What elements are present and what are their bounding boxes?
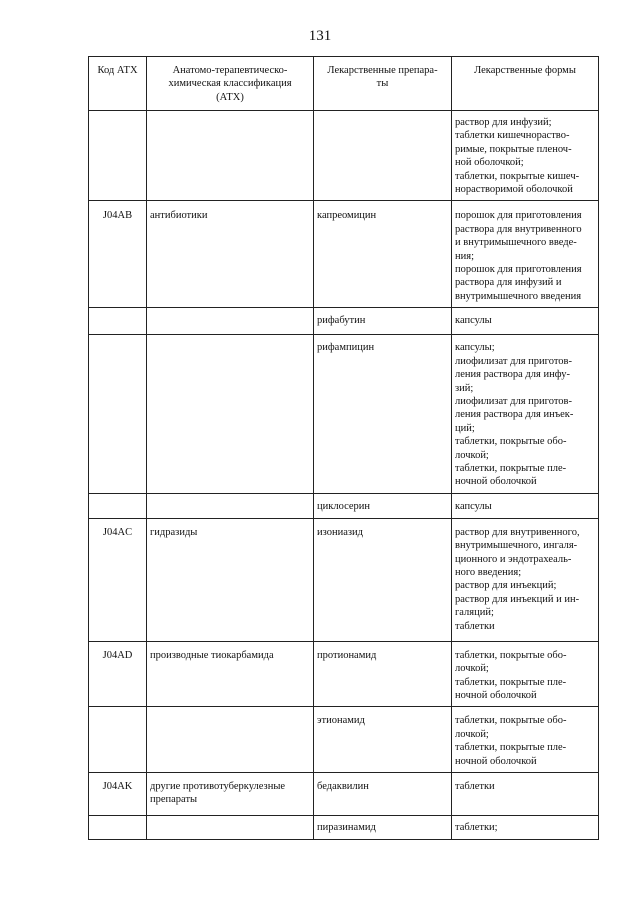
classification-cell <box>147 816 314 840</box>
table-row <box>89 111 599 201</box>
form-line: раствора для внутривенного <box>455 223 582 235</box>
classification-line: препараты <box>150 794 198 806</box>
form-line: ной оболочкой; <box>455 157 524 169</box>
header-code: Код АТХ <box>89 57 147 111</box>
atx-code-cell <box>89 335 147 493</box>
header-drugs-line: Лекарственные препара- <box>327 65 438 76</box>
table-header-row <box>89 57 599 111</box>
table-row <box>89 816 599 840</box>
forms-cell <box>452 641 599 707</box>
classification-cell <box>147 308 314 335</box>
form-line: ления раствора для инфу- <box>455 369 570 381</box>
form-line: ционного и эндотрахеаль- <box>455 553 572 565</box>
form-line: капсулы; <box>455 342 495 354</box>
form-line: лиофилизат для приготов- <box>455 355 572 367</box>
form-line: таблетки, покрытые обо- <box>455 649 567 661</box>
header-forms: Лекарственные формы <box>452 57 599 111</box>
atx-code-cell <box>89 308 147 335</box>
table-row <box>89 201 599 308</box>
form-line: капсулы <box>455 315 492 327</box>
form-line: таблетки <box>455 620 495 632</box>
form-line: норастворимой оболочкой <box>455 184 573 196</box>
classification-cell <box>147 335 314 493</box>
drug-cell <box>314 111 452 201</box>
form-line: таблетки <box>455 781 495 792</box>
forms-cell <box>452 308 599 335</box>
classification-cell: производные тиокарбамида <box>147 641 314 707</box>
forms-cell <box>452 518 599 641</box>
atx-code-cell <box>89 816 147 840</box>
table-row <box>89 773 599 816</box>
form-line: ния; <box>455 250 474 262</box>
drug-cell: изониазид <box>314 518 452 641</box>
header-drugs <box>314 57 452 111</box>
page-number: 131 <box>308 28 332 44</box>
forms-cell <box>452 335 599 493</box>
form-line: внутримышечного введения <box>455 290 582 302</box>
form-line: лочкой; <box>455 449 489 461</box>
form-line: порошок для приготовления <box>455 210 582 222</box>
table-body <box>89 111 599 840</box>
form-line: ления раствора для инъек- <box>455 409 574 421</box>
header-classification <box>147 57 314 111</box>
header-drugs-line: ты <box>376 78 389 90</box>
form-line: ного введения; <box>455 566 522 578</box>
header-classification-line: Анатомо-терапевтическо- <box>172 65 288 76</box>
form-line: лочкой; <box>455 728 489 740</box>
form-line: ночной оболочкой <box>455 476 537 488</box>
form-line: раствор для внутривенного, <box>455 526 580 538</box>
form-line: раствор для инфузий; <box>455 117 552 128</box>
header-classification-line: химическая классификация <box>168 78 292 90</box>
form-line: ций; <box>455 422 475 434</box>
drug-cell: циклосерин <box>314 493 452 518</box>
atx-code-cell: J04AB <box>89 201 147 308</box>
form-line: таблетки кишечнораство- <box>455 130 570 142</box>
classification-cell <box>147 773 314 816</box>
drug-cell: рифабутин <box>314 308 452 335</box>
form-line: зий; <box>455 382 474 394</box>
forms-cell <box>452 111 599 201</box>
form-line: лиофилизат для приготов- <box>455 395 572 407</box>
table-row <box>89 308 599 335</box>
drug-cell: рифампицин <box>314 335 452 493</box>
form-line: раствор для инъекций; <box>455 580 557 592</box>
atx-code-cell <box>89 493 147 518</box>
form-line: таблетки, покрытые обо- <box>455 436 567 448</box>
form-line: таблетки, покрытые пле- <box>455 742 567 754</box>
forms-cell <box>452 493 599 518</box>
form-line: римые, покрытые пленоч- <box>455 143 572 155</box>
form-line: капсулы <box>455 500 492 512</box>
atx-code-cell: J04AC <box>89 518 147 641</box>
atx-code-cell: J04AK <box>89 773 147 816</box>
classification-cell: антибиотики <box>147 201 314 308</box>
drug-cell: капреомицин <box>314 201 452 308</box>
form-line: таблетки, покрытые пле- <box>455 676 567 688</box>
form-line: таблетки, покрытые обо- <box>455 715 567 727</box>
drug-cell: пиразинамид <box>314 816 452 840</box>
classification-cell <box>147 111 314 201</box>
form-line: раствора для инфузий и <box>455 277 562 289</box>
classification-cell <box>147 707 314 773</box>
forms-cell <box>452 707 599 773</box>
atx-code-cell <box>89 707 147 773</box>
form-line: таблетки, покрытые кишеч- <box>455 170 580 182</box>
table-row <box>89 641 599 707</box>
form-line: порошок для приготовления <box>455 264 582 276</box>
classification-cell <box>147 493 314 518</box>
header-classification-line: (АТХ) <box>216 91 244 103</box>
atx-code-cell: J04AD <box>89 641 147 707</box>
form-line: лочкой; <box>455 663 489 675</box>
form-line: и внутримышечного введе- <box>455 237 577 249</box>
forms-cell <box>452 201 599 308</box>
classification-cell: гидразиды <box>147 518 314 641</box>
form-line: таблетки, покрытые пле- <box>455 462 567 474</box>
forms-cell <box>452 816 599 840</box>
form-line: раствор для инъекций и ин- <box>455 593 580 605</box>
table-row <box>89 518 599 641</box>
table-row <box>89 335 599 493</box>
drug-cell: протионамид <box>314 641 452 707</box>
table-row <box>89 493 599 518</box>
form-line: таблетки; <box>455 822 498 833</box>
atx-code-cell <box>89 111 147 201</box>
form-line: внутримышечного, ингаля- <box>455 540 578 552</box>
form-line: ночной оболочкой <box>455 755 537 767</box>
drug-cell: этионамид <box>314 707 452 773</box>
atx-table <box>88 56 599 840</box>
form-line: ночной оболочкой <box>455 689 537 701</box>
table-row <box>89 707 599 773</box>
forms-cell <box>452 773 599 816</box>
classification-line: другие противотуберкулезные <box>150 781 286 792</box>
drug-cell: бедаквилин <box>314 773 452 816</box>
form-line: галяций; <box>455 607 494 619</box>
